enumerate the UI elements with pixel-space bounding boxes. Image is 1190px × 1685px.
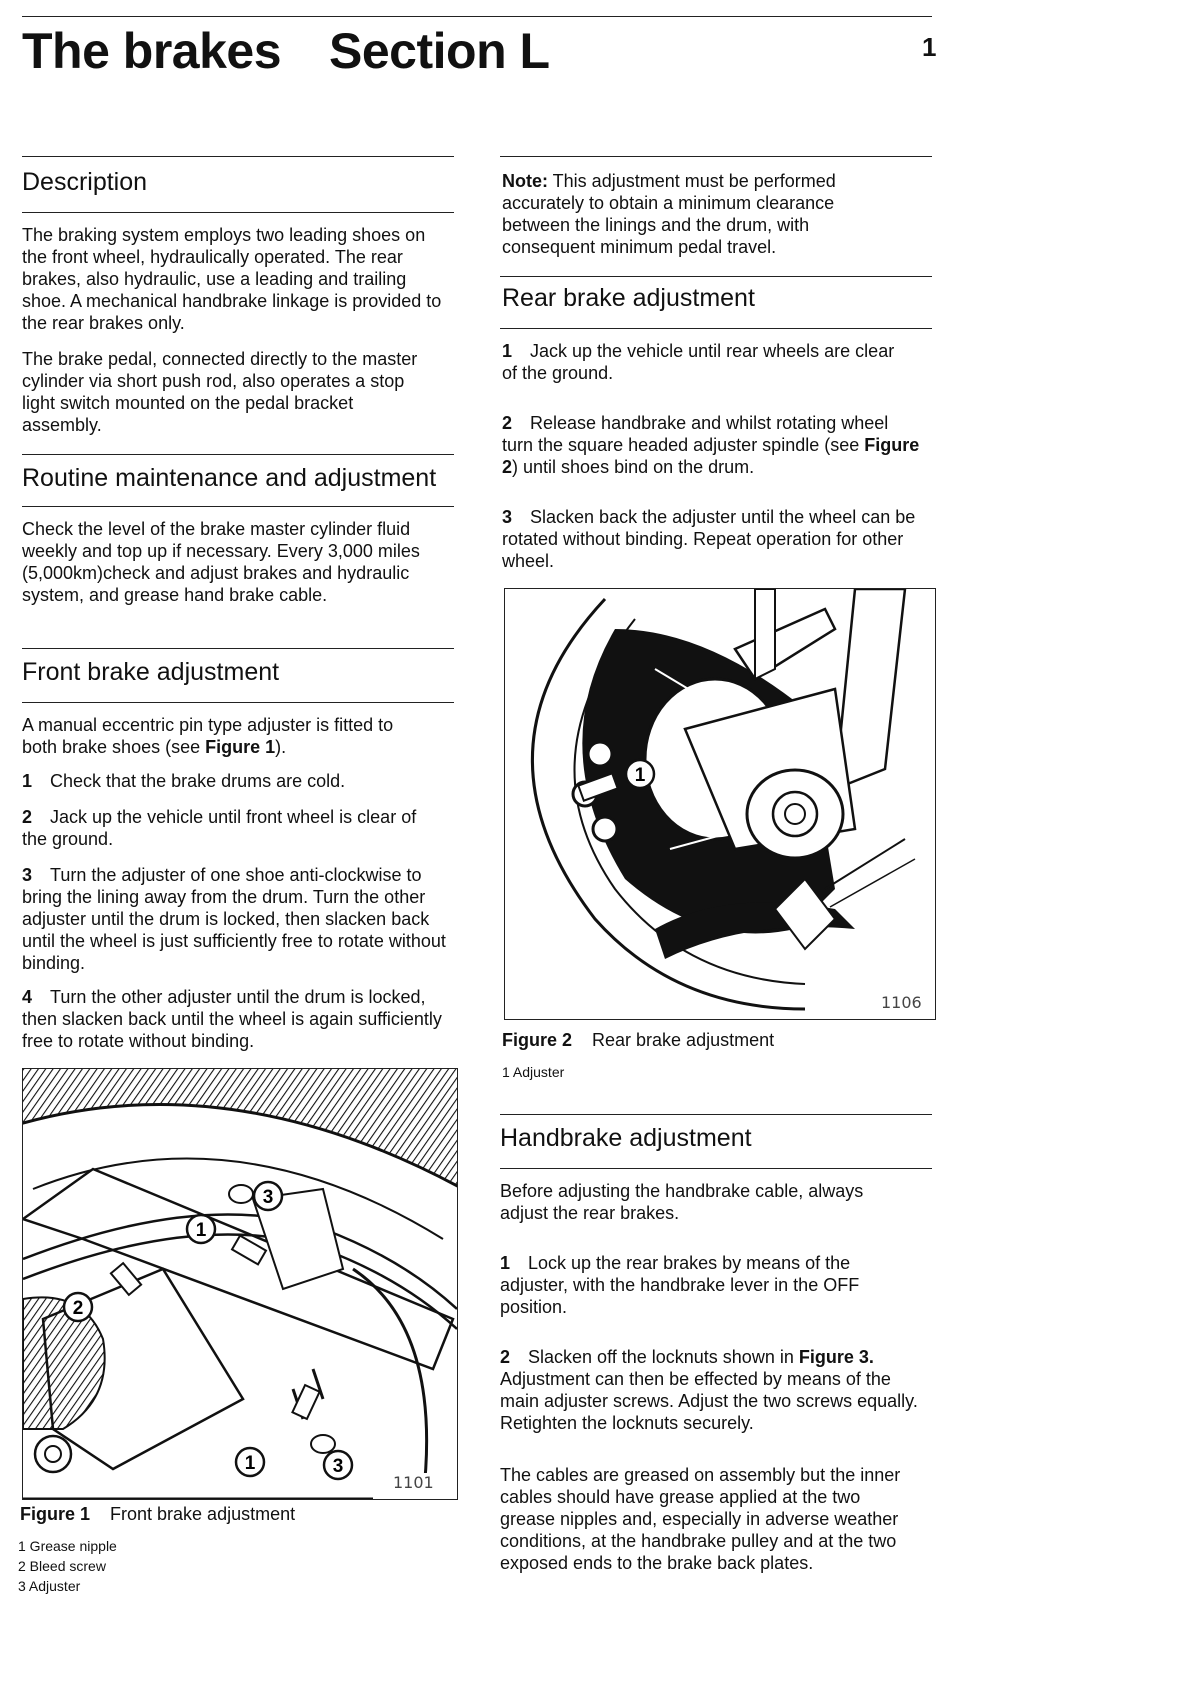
rear-brake-heading: Rear brake adjustment — [502, 284, 755, 312]
rule-right-4 — [500, 1114, 932, 1115]
description-paragraph-2: The brake pedal, connected directly to the master cylinder via short push rod, also operates a stop light switch mounted on the pedal bracket assembly. — [22, 349, 418, 435]
handbrake-intro: Before adjusting the handbrake cable, always adjust the rear brakes. — [500, 1181, 864, 1223]
description-heading: Description — [22, 168, 148, 196]
figure-1-caption: Figure 1 Front brake adjustment — [20, 1504, 296, 1524]
callout-1-top — [187, 1215, 215, 1243]
rule-left-6 — [22, 702, 454, 703]
callout-3-bottom — [324, 1451, 352, 1479]
rear-step-3: 3 Slacken back the adjuster until the wheel can be rotated without binding. Repeat operation for other wheel. — [502, 507, 916, 571]
section-label: Section L — [329, 23, 550, 79]
figure-1-legend — [18, 1536, 117, 1596]
callout-3-top — [254, 1182, 282, 1210]
rear-brake-drawing — [505, 589, 935, 1019]
figure-2-label: Figure 2 — [502, 1030, 573, 1050]
figure-2-illustration — [504, 588, 936, 1020]
figure-1-label: Figure 1 — [20, 1504, 91, 1524]
figure-3-reference: Figure 3. — [798, 1347, 874, 1367]
front-brake-heading: Front brake adjustment — [22, 658, 280, 686]
svg-text:1: 1 — [195, 1220, 207, 1241]
legend-item: 2 Bleed screw — [18, 1558, 106, 1574]
figure-1-illustration — [22, 1068, 458, 1500]
figure-2-caption: Figure 2 Rear brake adjustment — [502, 1030, 775, 1050]
handbrake-step-1: 1 Lock up the rear brakes by means of the adjuster, with the handbrake lever in the OFF position. — [500, 1253, 860, 1317]
handbrake-heading: Handbrake adjustment — [500, 1124, 752, 1152]
callout-1-bottom — [236, 1448, 264, 1476]
front-brake-intro: A manual eccentric pin type adjuster is fitted to both brake shoes (see Figure 1). — [22, 715, 394, 757]
top-rule — [22, 16, 932, 17]
front-step-1: 1 Check that the brake drums are cold. — [22, 771, 346, 791]
svg-text:3: 3 — [332, 1456, 344, 1477]
rule-left-5 — [22, 648, 454, 649]
svg-text:2: 2 — [72, 1298, 84, 1319]
note-label: Note: — [502, 171, 548, 191]
handbrake-step-2: 2 Slacken off the locknuts shown in Figure 3. Adjustment can then be effected by means of the main adjuster screws. Adjust the two screws equally. Retighten the locknuts securely. — [500, 1347, 918, 1433]
rule-left-4 — [22, 506, 454, 507]
callout-2 — [64, 1293, 92, 1321]
rule-left-2 — [22, 212, 454, 213]
svg-text:1: 1 — [244, 1453, 256, 1474]
legend-item: 1 Adjuster — [502, 1064, 565, 1080]
rule-right-3 — [500, 328, 932, 329]
figure-1-reference: Figure 1 — [205, 737, 276, 757]
figure-2-legend — [502, 1062, 564, 1082]
legend-item: 1 Grease nipple — [18, 1538, 117, 1554]
handbrake-closing: The cables are greased on assembly but the inner cables should have grease applied at the two grease nipples and, especially in adverse weather conditions, at the handbrake pulley and at the two exposed ends to the brake back plates. — [500, 1465, 901, 1573]
chapter-title: The brakes — [22, 23, 282, 79]
front-step-4: 4 Turn the other adjuster until the drum is locked, then slacken back until the wheel is again sufficiently free to rotate without binding. — [22, 987, 442, 1051]
rear-step-1: 1 Jack up the vehicle until rear wheels are clear of the ground. — [502, 341, 895, 383]
routine-paragraph: Check the level of the brake master cylinder fluid weekly and top up if necessary. Every 3,000 miles (5,000km)check and adjust brakes and hydraulic system, and grease hand brake cable. — [22, 519, 420, 605]
description-paragraph-1: The braking system employs two leading shoes on the front wheel, hydraulically operated. The rear brakes, also hydraulic, use a leading and trailing shoe. A mechanical handbrake linkage is provided to the rear brakes only. — [22, 225, 442, 333]
rule-right-2 — [500, 276, 932, 277]
page-number: 1 — [922, 32, 937, 62]
svg-text:1: 1 — [634, 765, 646, 786]
rule-left-3 — [22, 454, 454, 455]
front-brake-drawing — [23, 1069, 457, 1499]
figure-1-image-number: 1101 — [393, 1473, 434, 1492]
rule-left-1 — [22, 156, 454, 157]
figure-2-reference: Figure 2 — [502, 435, 920, 477]
svg-text:3: 3 — [262, 1187, 274, 1208]
rule-right-1 — [500, 156, 932, 157]
front-step-3: 3 Turn the adjuster of one shoe anti-clockwise to bring the lining away from the drum. Turn the other adjuster until the drum is locked, then slacken back until the wheel is just sufficiently free to rotate without binding. — [22, 865, 446, 973]
page-title — [22, 22, 550, 80]
front-step-2: 2 Jack up the vehicle until front wheel is clear of the ground. — [22, 807, 417, 849]
figure-2-image-number: 1106 — [881, 993, 922, 1012]
routine-heading: Routine maintenance and adjustment — [22, 464, 437, 492]
rule-right-5 — [500, 1168, 932, 1169]
rear-step-2: 2 Release handbrake and whilst rotating wheel turn the square headed adjuster spindle (see Figure 2) until shoes bind on the drum. — [502, 413, 920, 477]
callout-1-adjuster — [626, 760, 654, 788]
legend-item: 3 Adjuster — [18, 1578, 81, 1594]
note-paragraph: Note: This adjustment must be performed accurately to obtain a minimum clearance between the linings and the drum, with consequent minimum pedal travel. — [502, 171, 836, 257]
